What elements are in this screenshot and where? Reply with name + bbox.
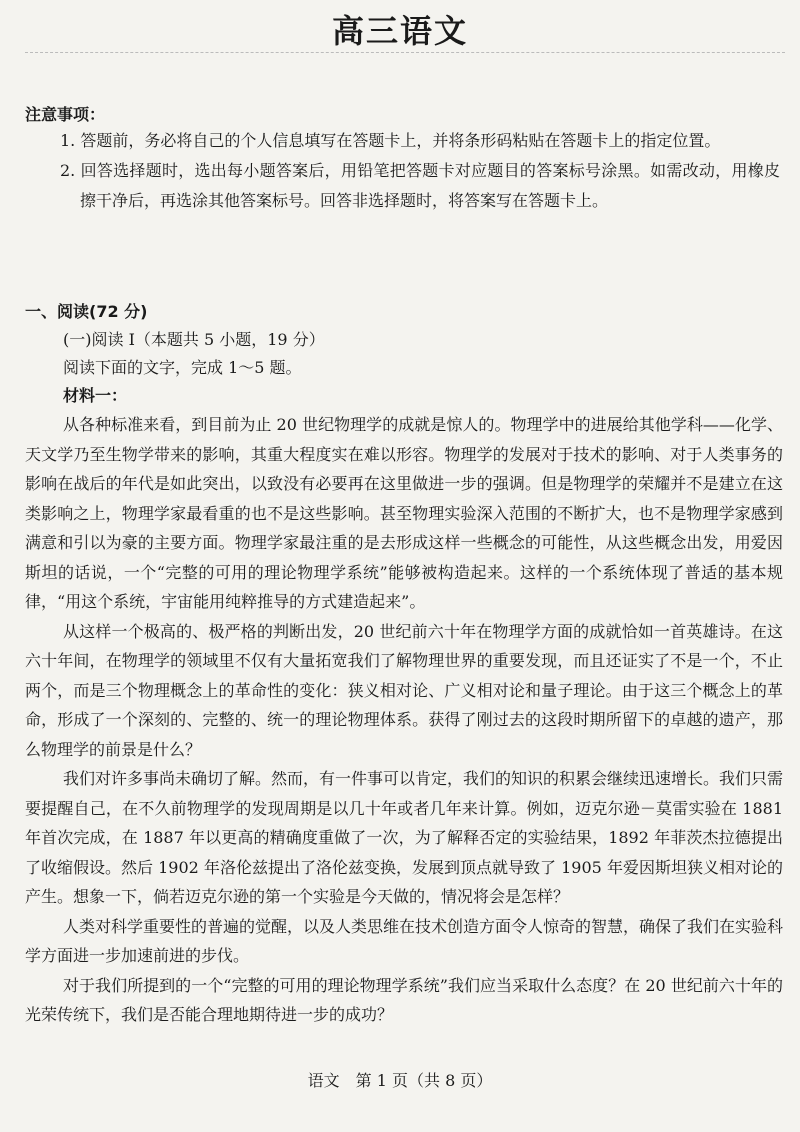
reading-section [25, 298, 783, 1030]
subsection-heading: (一)阅读 I（本题共 5 小题，19 分） [63, 330, 325, 349]
passage-paragraph: 对于我们所提到的一个“完整的可用的理论物理学系统”我们应当采取什么态度？在 20 世纪前六十年的光荣传统下，我们是否能合理地期待进一步的成功？ [25, 975, 783, 1024]
passage-paragraph: 人类对科学重要性的普遍的觉醒，以及人类思维在技术创造方面令人惊奇的智慧，确保了我们在实验科学方面进一步加速前进的步伐。 [25, 916, 784, 965]
title-divider [25, 52, 785, 53]
passage-paragraph: 我们对许多事尚未确切了解。然而，有一件事可以肯定，我们的知识的积累会继续迅速增长。我们只需要提醒自己，在不久前物理学的发现周期是以几十年或者几年来计算。例如，迈克尔逊－莫雷实验在 1881 年首次完成，在 1887 年以更高的精确度重做了一次，为了解释否定的实验结果，1892 年菲茨杰拉德提出了收缩假设。然后 1902 年洛伦兹提出了洛伦兹变换，发展到顶点就导致了 1905 年爱因斯坦狭义相对论的产生。想象一下，倘若迈克尔逊的第一个实验是今天做的，情况将会是怎样？ [25, 769, 784, 906]
section-heading: 一、阅读(72 分) [25, 302, 148, 321]
notice-item: 2. 回答选择题时，选出每小题答案后，用铅笔把答题卡对应题目的答案标号涂黑。如需改动，用橡皮擦干净后，再选涂其他答案标号。回答非选择题时，将答案写在答题卡上。 [60, 161, 780, 210]
notice-heading: 注意事项： [25, 105, 106, 124]
page-footer: 语文 第 1 页（共 8 页） [307, 1071, 493, 1090]
notice-list [60, 126, 780, 216]
material-label: 材料一： [63, 386, 128, 405]
page-title: 高三语文 [331, 12, 468, 50]
notice-item: 1. 答题前，务必将自己的个人信息填写在答题卡上，并将条形码粘贴在答题卡上的指定位置。 [60, 131, 721, 150]
passage-paragraph: 从各种标准来看，到目前为止 20 世纪物理学的成就是惊人的。物理学中的进展给其他学科——化学、天文学乃至生物学带来的影响，其重大程度实在难以形容。物理学的发展对于技术的影响、对于人类事务的影响在战后的年代是如此突出，以致没有必要再在这里做进一步的强调。但是物理学的荣耀并不是建立在这类影响之上，物理学家最看重的也不是这些影响。甚至物理实验深入范围的不断扩大，也不是物理学家感到满意和引以为豪的主要方面。物理学家最注重的是去形成这样一些概念的可能性，从这些概念出发，用爱因斯坦的话说，一个“完整的可用的理论物理学系统”能够被构造起来。这样的一个系统体现了普适的基本规律，“用这个系统，宇宙能用纯粹推导的方式建造起来”。 [25, 415, 783, 611]
passage-paragraph: 从这样一个极高的、极严格的判断出发，20 世纪前六十年在物理学方面的成就恰如一首英雄诗。在这六十年间，在物理学的领域里不仅有大量拓宽我们了解物理世界的重要发现，而且还证实了不是一个，不止两个，而是三个物理概念上的革命性的变化：狭义相对论、广义相对论和量子理论。由于这三个概念上的革命，形成了一个深刻的、完整的、统一的理论物理体系。获得了刚过去的这段时期所留下的卓越的遗产，那么物理学的前景是什么？ [25, 621, 783, 759]
instruction-text: 阅读下面的文字，完成 1～5 题。 [63, 358, 302, 377]
